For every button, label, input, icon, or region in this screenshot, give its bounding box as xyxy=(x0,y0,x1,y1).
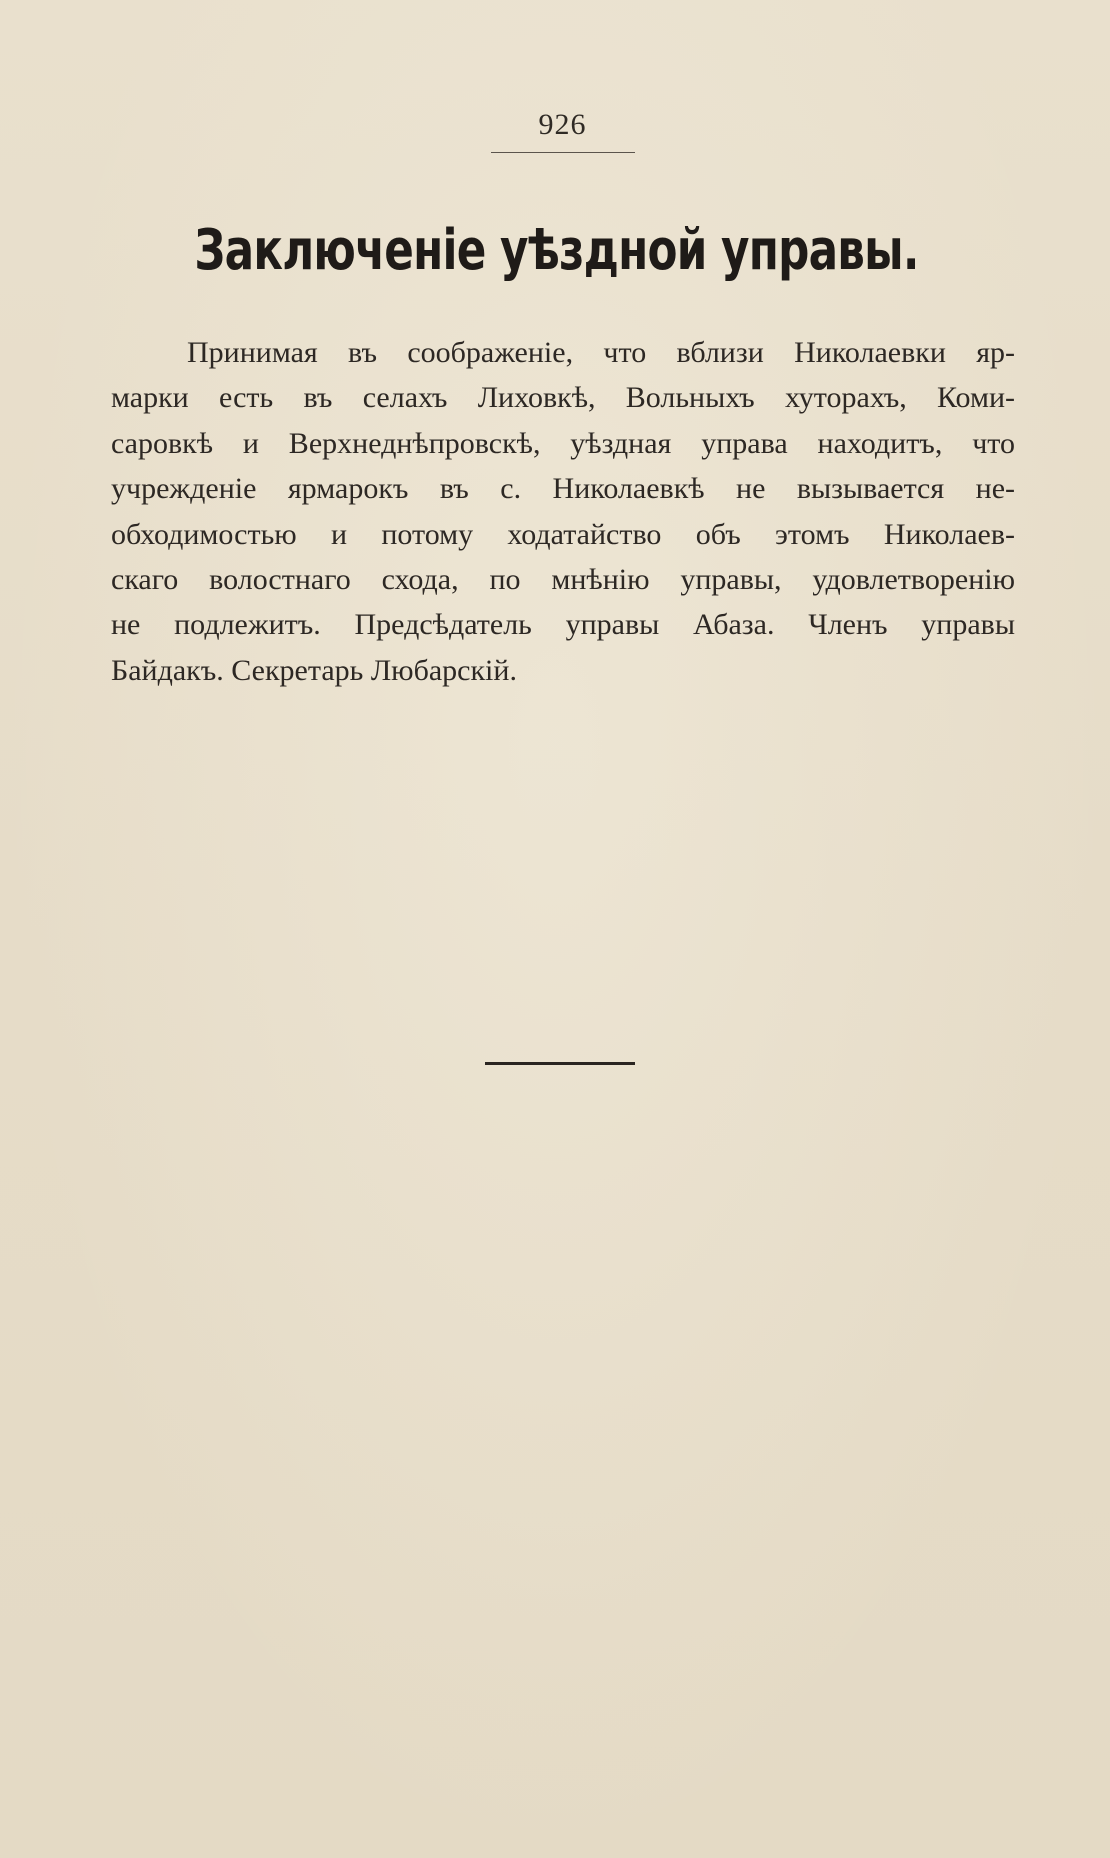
paragraph-line: Принимая въ соображеніе, что вблизи Николаевки яр- xyxy=(187,336,1015,369)
paragraph-line: учрежденіе ярмарокъ въ с. Николаевкѣ не вызывается не- xyxy=(111,472,1015,506)
end-divider-rule xyxy=(485,1062,635,1065)
paragraph-line: обходимостью и потому ходатайство объ этомъ Николаев- xyxy=(111,517,1015,551)
page-number-rule xyxy=(491,152,635,153)
paragraph-line: саровкѣ и Верхнеднѣпровскѣ, уѣздная управа находитъ, что xyxy=(111,426,1015,460)
body-paragraph xyxy=(111,330,1015,693)
paragraph-line: скаго волостнаго схода, по мнѣнію управы, удовлетворенію xyxy=(111,562,1015,596)
paragraph-line: не подлежитъ. Предсѣдатель управы Абаза. Членъ управы xyxy=(111,608,1015,642)
section-heading: Заключеніе уѣздной управы. xyxy=(194,218,919,283)
paragraph-line: марки есть въ селахъ Лиховкѣ, Вольныхъ хуторахъ, Коми- xyxy=(111,381,1015,415)
paragraph-line: Байдакъ. Секретарь Любарскій. xyxy=(111,653,517,687)
page-number: 926 xyxy=(538,108,587,141)
